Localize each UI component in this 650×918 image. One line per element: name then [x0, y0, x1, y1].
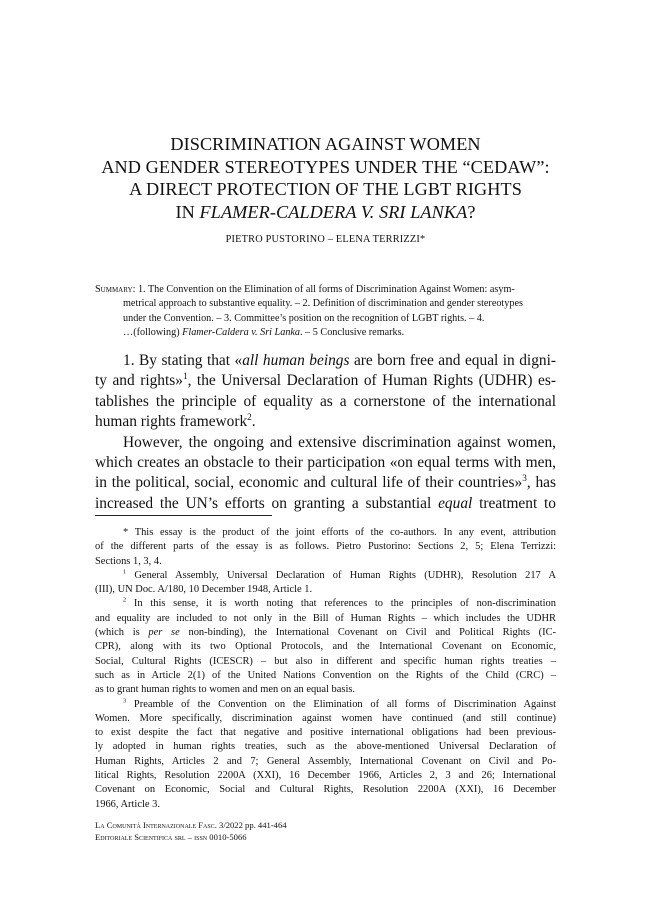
footnote-line — [95, 626, 556, 640]
summary-line-4 — [95, 326, 556, 340]
footer-line-2 — [95, 831, 556, 843]
footnotes — [95, 526, 556, 812]
authors: PIETRO PUSTORINO – ELENA TERRIZZI* — [225, 234, 426, 245]
body-line: tablishes the principle of equality as a cornerstone of the international — [95, 392, 556, 410]
summary-case-name: Flamer-Caldera v. Sri Lanka — [182, 326, 301, 338]
footnote-text: non-binding), the International Covenant on Civil and Political Rights (IC- — [179, 627, 557, 639]
footer-publisher: Editoriale Scientifica srl – issn — [95, 832, 208, 842]
summary-line-4-suffix: . – 5 Conclusive remarks. — [300, 326, 405, 338]
body-line — [95, 494, 556, 514]
body-line — [95, 412, 556, 432]
footnote-text: (which is — [95, 627, 149, 639]
footnote-text: Preamble of the Convention on the Elimination of all forms of Discrimination Against — [126, 698, 556, 710]
title-line-3: A DIRECT PROTECTION OF THE LGBT RIGHTS — [129, 179, 522, 199]
footnote-line — [95, 597, 556, 611]
footer-issn: 0010-5066 — [207, 832, 247, 842]
title-line-4-prefix: IN — [175, 201, 200, 222]
footnote-ref[interactable]: 3 — [522, 473, 527, 484]
footnote-ref[interactable]: 1 — [182, 371, 188, 382]
summary-line-3: under the Convention. – 3. Committee’s position on the recognition of LGBT rights. – 4. — [123, 312, 485, 324]
body-text — [95, 351, 556, 514]
body-text-span: , has — [526, 474, 556, 492]
footnote-line: 1966, Article 3. — [95, 798, 160, 810]
summary-text-1: : 1. The Convention on the Elimination of all forms of Discrimination Against Women: asym- — [132, 284, 515, 295]
title-line-4 — [95, 201, 556, 224]
footnote-text: General Assembly, Universal Declaration of Human Rights (UDHR), Resolution 217 A — [126, 569, 556, 581]
body-text-span: in the political, social, economic and cultural life of their countries» — [95, 474, 523, 492]
title-line-1: DISCRIMINATION AGAINST WOMEN — [170, 134, 481, 154]
footnote-number: 1 — [123, 568, 127, 576]
footnote-line: (III), UN Doc. A/180, 10 December 1948, Article 1. — [95, 584, 313, 596]
footnote-number: 3 — [123, 697, 127, 705]
body-text-span: 1. By stating that « — [123, 352, 243, 369]
body-text-span: are born free and equal in digni- — [349, 352, 556, 369]
title-line-4-suffix: ? — [467, 201, 476, 222]
summary-line-1 — [95, 283, 556, 297]
body-text-span: , the Universal Declaration of Human Rights (UDHR) es- — [187, 372, 556, 390]
body-text-span: treatment to — [472, 494, 556, 512]
summary-label: Summary — [95, 284, 133, 295]
footnote-line: to exist despite the fact that negative and positive international obligations had been previous- — [95, 727, 556, 739]
summary-line-4-prefix: …(following) — [123, 326, 183, 338]
footnote-line: Social, Cultural Rights (ICESCR) – but also in different and specific human rights treaties – — [95, 655, 556, 667]
footer-line-1 — [95, 819, 556, 831]
summary — [95, 283, 556, 340]
body-text-span: human rights framework — [95, 413, 248, 431]
footer-journal: La Comunità Internazionale Fasc. — [95, 820, 217, 830]
footnote-italic: per se — [148, 627, 180, 639]
footnote-line: Covenant on Economic, Social and Cultural Rights, Resolution 2200A (XXI), 16 December — [95, 784, 556, 796]
footnote-line: Human Rights, Articles 2 and 7; General Assembly, International Covenant on Civil and Po- — [95, 755, 556, 767]
body-italic-span: equal — [438, 494, 473, 512]
body-line: which creates an obstacle to their participation «on equal terms with men, — [95, 454, 556, 472]
footnote-line: Women. More specifically, discrimination against women have continued (and still continue) — [95, 712, 556, 724]
footnote-separator — [95, 515, 272, 516]
paper-title — [95, 133, 556, 223]
body-text-span: increased the UN’s efforts on granting a substantial — [95, 494, 439, 512]
body-line — [95, 371, 556, 391]
footnote-ref[interactable]: 2 — [247, 412, 252, 423]
footnote-line: of the different parts of the essay is as follows. Pietro Pustorino: Sections 2, 5; Elena Terrizzi: — [95, 541, 556, 553]
body-line: However, the ongoing and extensive discrimination against women, — [123, 433, 556, 451]
body-line — [95, 351, 556, 371]
summary-line-2: metrical approach to substantive equality. – 2. Definition of discrimination and gender stereotypes — [123, 298, 523, 310]
footnote-line — [95, 569, 556, 583]
footer-issue: 3/2022 pp. 441-464 — [216, 820, 287, 830]
title-case-name: FLAMER-CALDERA V. SRI LANKA — [199, 201, 468, 222]
footnote-line: and equality are included to not only in the Bill of Human Rights – which includes the UDHR — [95, 612, 556, 624]
title-line-2: AND GENDER STEREOTYPES UNDER THE “CEDAW”: — [101, 156, 550, 177]
body-italic-span: all human beings — [242, 352, 350, 369]
body-text-span: ty and rights» — [95, 372, 183, 390]
footnote-line: as to grant human rights to women and men on an equal basis. — [95, 684, 356, 696]
footnote-line: such as in Article 2(1) of the United Nations Convention on the Rights of the Child (CRC) – — [95, 669, 556, 681]
footnote-number: 2 — [123, 597, 127, 604]
footnote-line: CPR), along with its two Optional Protocols, and the International Covenant on Economic, — [95, 641, 556, 653]
footnote-line: Sections 1, 3, 4. — [95, 555, 162, 567]
journal-footer — [95, 819, 556, 843]
footnote-text: In this sense, it is worth noting that references to the principles of non-discrimination — [126, 598, 556, 610]
footnote-line: * This essay is the product of the joint efforts of the co-authors. In any event, attribution — [123, 527, 556, 538]
footnote-line — [95, 698, 556, 712]
footnote-line: ly adopted in human rights treaties, such as the above-mentioned Universal Declaration of — [95, 741, 556, 753]
footnote-line: litical Rights, Resolution 2200A (XXI), 16 December 1966, Articles 2, 3 and 26; International — [95, 770, 556, 782]
body-line — [95, 473, 556, 493]
body-text-span: . — [251, 413, 256, 431]
